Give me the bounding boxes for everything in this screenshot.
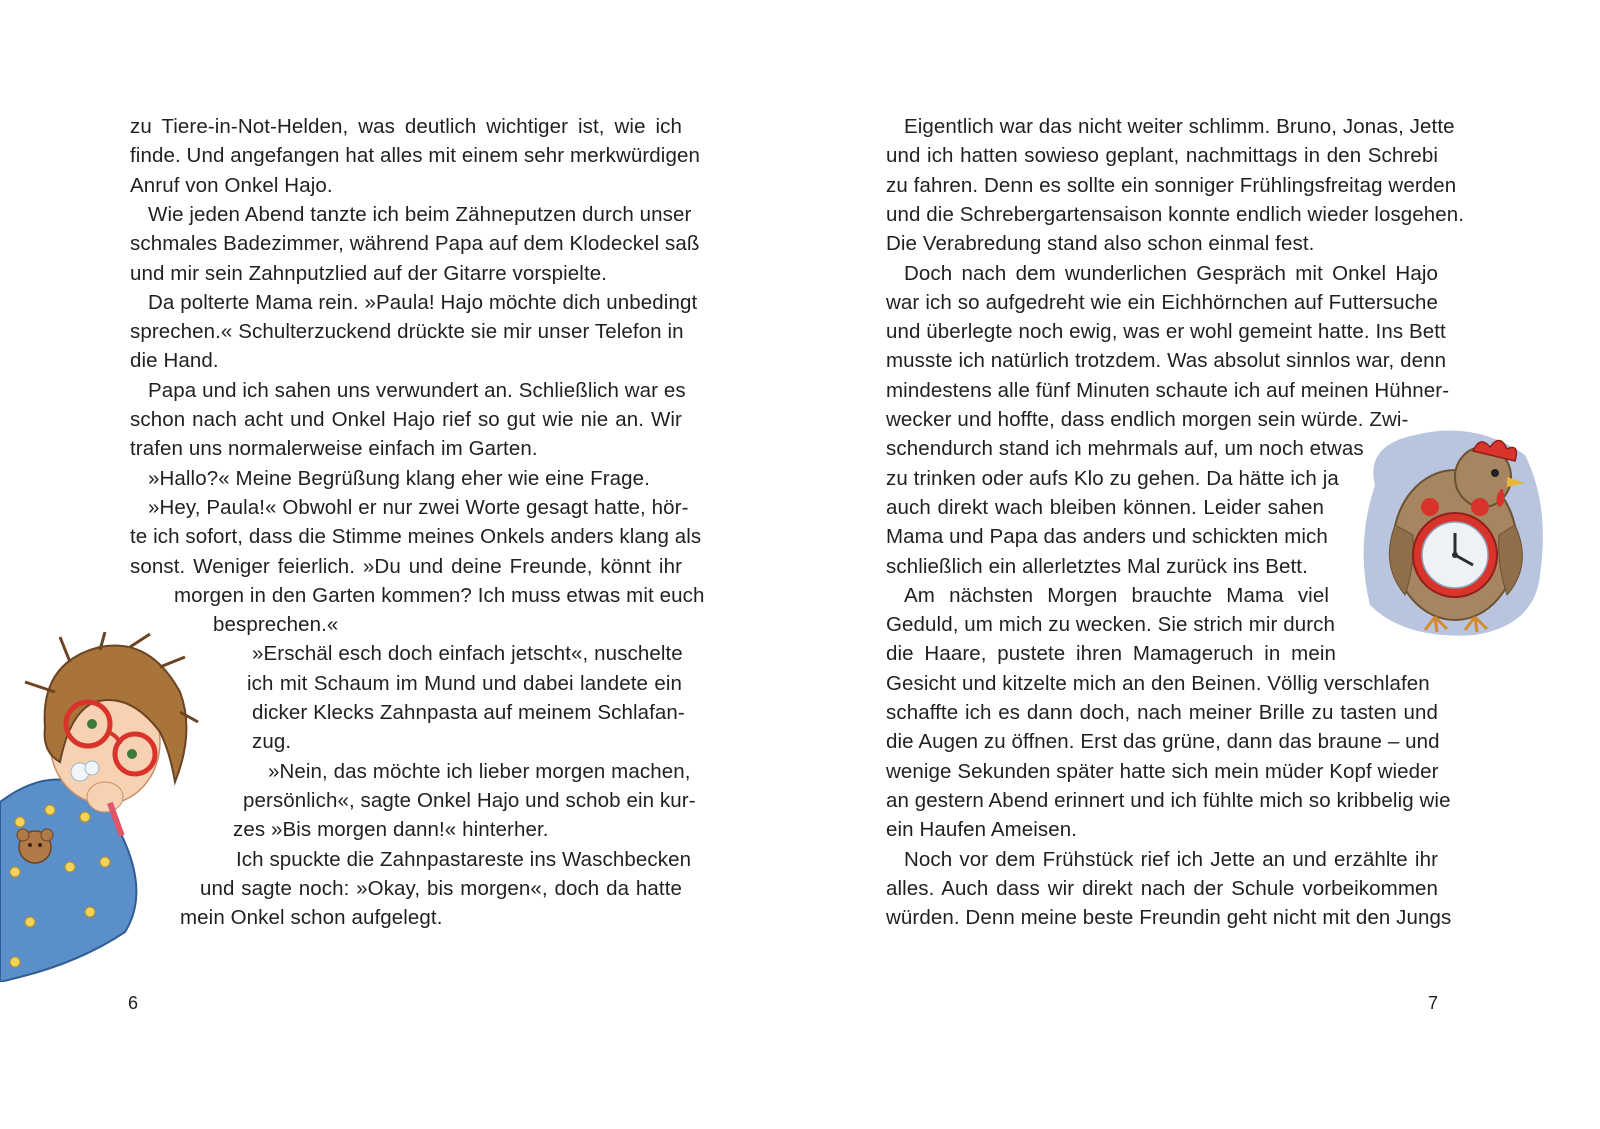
left-page-text-line: Papa und ich sahen uns verwundert an. Schließlich war es (148, 378, 686, 402)
right-page-text-line: an gestern Abend erinnert und ich fühlte mich so kribbelig wie (886, 788, 1451, 812)
page-number-right: 7 (1428, 993, 1439, 1013)
left-page-text-line: ich mit Schaum im Mund und dabei landete ein (247, 671, 682, 695)
right-page-text-line: Gesicht und kitzelte mich an den Beinen. Völlig verschlafen (886, 671, 1430, 695)
right-page-text-line: zu fahren. Denn es sollte ein sonniger Frühlingsfreitag werden (886, 173, 1457, 197)
left-page-text-line: trafen uns normalerweise einfach im Garten. (130, 437, 538, 461)
right-page-text-line: die Haare, pustete ihren Mamageruch in mein (886, 642, 1336, 666)
hen-alarm-clock-illustration (1355, 425, 1545, 640)
left-page-text-line: schmales Badezimmer, während Papa auf dem Klodeckel saß (130, 232, 700, 256)
right-page-text-line: Die Verabredung stand also schon einmal fest. (886, 232, 1315, 256)
left-page-text-line: sonst. Weniger feierlich. »Du und deine Freunde, könnt ihr (130, 554, 682, 578)
left-page-text-line: und mir sein Zahnputzlied auf der Gitarre vorspielte. (130, 261, 608, 285)
left-page-text-line: te ich sofort, dass die Stimme meines Onkels anders klang als (130, 525, 702, 549)
right-page (800, 0, 1600, 1129)
right-page-text-line: auch direkt wach bleiben können. Leider sahen (886, 495, 1324, 519)
right-page-text-line: Eigentlich war das nicht weiter schlimm. Bruno, Jonas, Jette (904, 115, 1455, 138)
left-page-text-line: finde. Und angefangen hat alles mit einem sehr merkwürdigen (130, 144, 700, 168)
right-page-text-line: musste ich natürlich trotzdem. Was absolut sinnlos war, denn (886, 349, 1447, 373)
right-page-text-line: die Augen zu öffnen. Erst das grüne, dann das braune – und (886, 730, 1440, 754)
left-page-text-line: sprechen.« Schulterzuckend drückte sie mir unser Telefon in (130, 320, 684, 344)
left-page-text-line: »Nein, das möchte ich lieber morgen machen, (268, 759, 691, 783)
right-page-text-line: Doch nach dem wunderlichen Gespräch mit Onkel Hajo (904, 261, 1438, 285)
right-page-text-line: mindestens alle fünf Minuten schaute ich auf meinen Hühner- (886, 378, 1450, 402)
right-page-text-line: und überlegte noch ewig, was er wohl gemeint hatte. Ins Bett (886, 320, 1446, 344)
left-page-text-line: zu Tiere-in-Not-Helden, was deutlich wichtiger ist, wie ich (130, 115, 682, 138)
right-page-text-line: Noch vor dem Frühstück rief ich Jette an und erzählte ihr (904, 847, 1438, 871)
left-page-text-line: morgen in den Garten kommen? Ich muss etwas mit euch (174, 583, 705, 607)
left-page-text-line: mein Onkel schon aufgelegt. (180, 906, 443, 930)
girl-brushing-teeth-illustration (0, 632, 200, 982)
right-page-text-line: zu trinken oder aufs Klo zu gehen. Da hätte ich ja (886, 466, 1339, 490)
left-page-text-line: besprechen.« (213, 613, 339, 637)
right-page-text-line: Geduld, um mich zu wecken. Sie strich mir durch (886, 613, 1336, 637)
left-page-text-line: persönlich«, sagte Onkel Hajo und schob ein kur- (243, 788, 696, 812)
page-number-left: 6 (128, 993, 139, 1013)
left-page-text-line: »Hallo?« Meine Begrüßung klang eher wie eine Frage. (148, 466, 650, 490)
right-page-text-line: war ich so aufgedreht wie ein Eichhörnchen auf Futtersuche (886, 290, 1438, 314)
right-page-text-line: ein Haufen Ameisen. (886, 818, 1078, 842)
right-page-text-line: schaffte ich es dann doch, nach meiner Brille zu tasten und (886, 701, 1438, 724)
right-page-text-line: und ich hatten sowieso geplant, nachmittags in den Schrebi (886, 144, 1438, 168)
right-page-text-line: wecker und hoffte, dass endlich morgen sein würde. Zwi- (886, 408, 1409, 431)
left-page-text-line: »Hey, Paula!« Obwohl er nur zwei Worte gesagt hatte, hör- (148, 495, 689, 519)
left-page-text-line: Ich spuckte die Zahnpastareste ins Waschbecken (236, 847, 692, 871)
left-page-text-line: zes »Bis morgen dann!« hinterher. (233, 818, 549, 842)
right-page-text-line: würden. Denn meine beste Freundin geht nicht mit den Jungs (886, 906, 1452, 930)
left-page-text-line: dicker Klecks Zahnpasta auf meinem Schlafan- (252, 701, 685, 724)
left-page-text-line: Wie jeden Abend tanzte ich beim Zähneputzen durch unser (148, 202, 692, 226)
left-page-text-line: die Hand. (130, 349, 219, 373)
right-page-text-line: Mama und Papa das anders und schickten mich (886, 525, 1328, 549)
right-page-text-line: schendurch stand ich mehrmals auf, um noch etwas (886, 437, 1364, 461)
left-page-text-line: zug. (252, 730, 292, 754)
left-page-text-line: und sagte noch: »Okay, bis morgen«, doch da hatte (200, 876, 682, 900)
left-page-text-line: schon nach acht und Onkel Hajo rief so gut wie nie an. Wir (130, 408, 682, 431)
left-page-text-line: Da polterte Mama rein. »Paula! Hajo möchte dich unbedingt (148, 290, 698, 314)
right-page-text-line: wenige Sekunden später hatte sich mein müder Kopf wieder (886, 759, 1439, 783)
right-page-text-line: und die Schrebergartensaison konnte endlich wieder losgehen. (886, 202, 1465, 226)
left-page-text-line: »Erschäl esch doch einfach jetscht«, nuschelte (252, 642, 683, 666)
right-page-text-line: schließlich ein allerletztes Mal zurück ins Bett. (886, 554, 1308, 578)
right-page-text-line: alles. Auch dass wir direkt nach der Schule vorbeikommen (886, 876, 1438, 900)
right-page-text-line: Am nächsten Morgen brauchte Mama viel (904, 583, 1329, 607)
left-page-text-line: Anruf von Onkel Hajo. (130, 173, 333, 197)
